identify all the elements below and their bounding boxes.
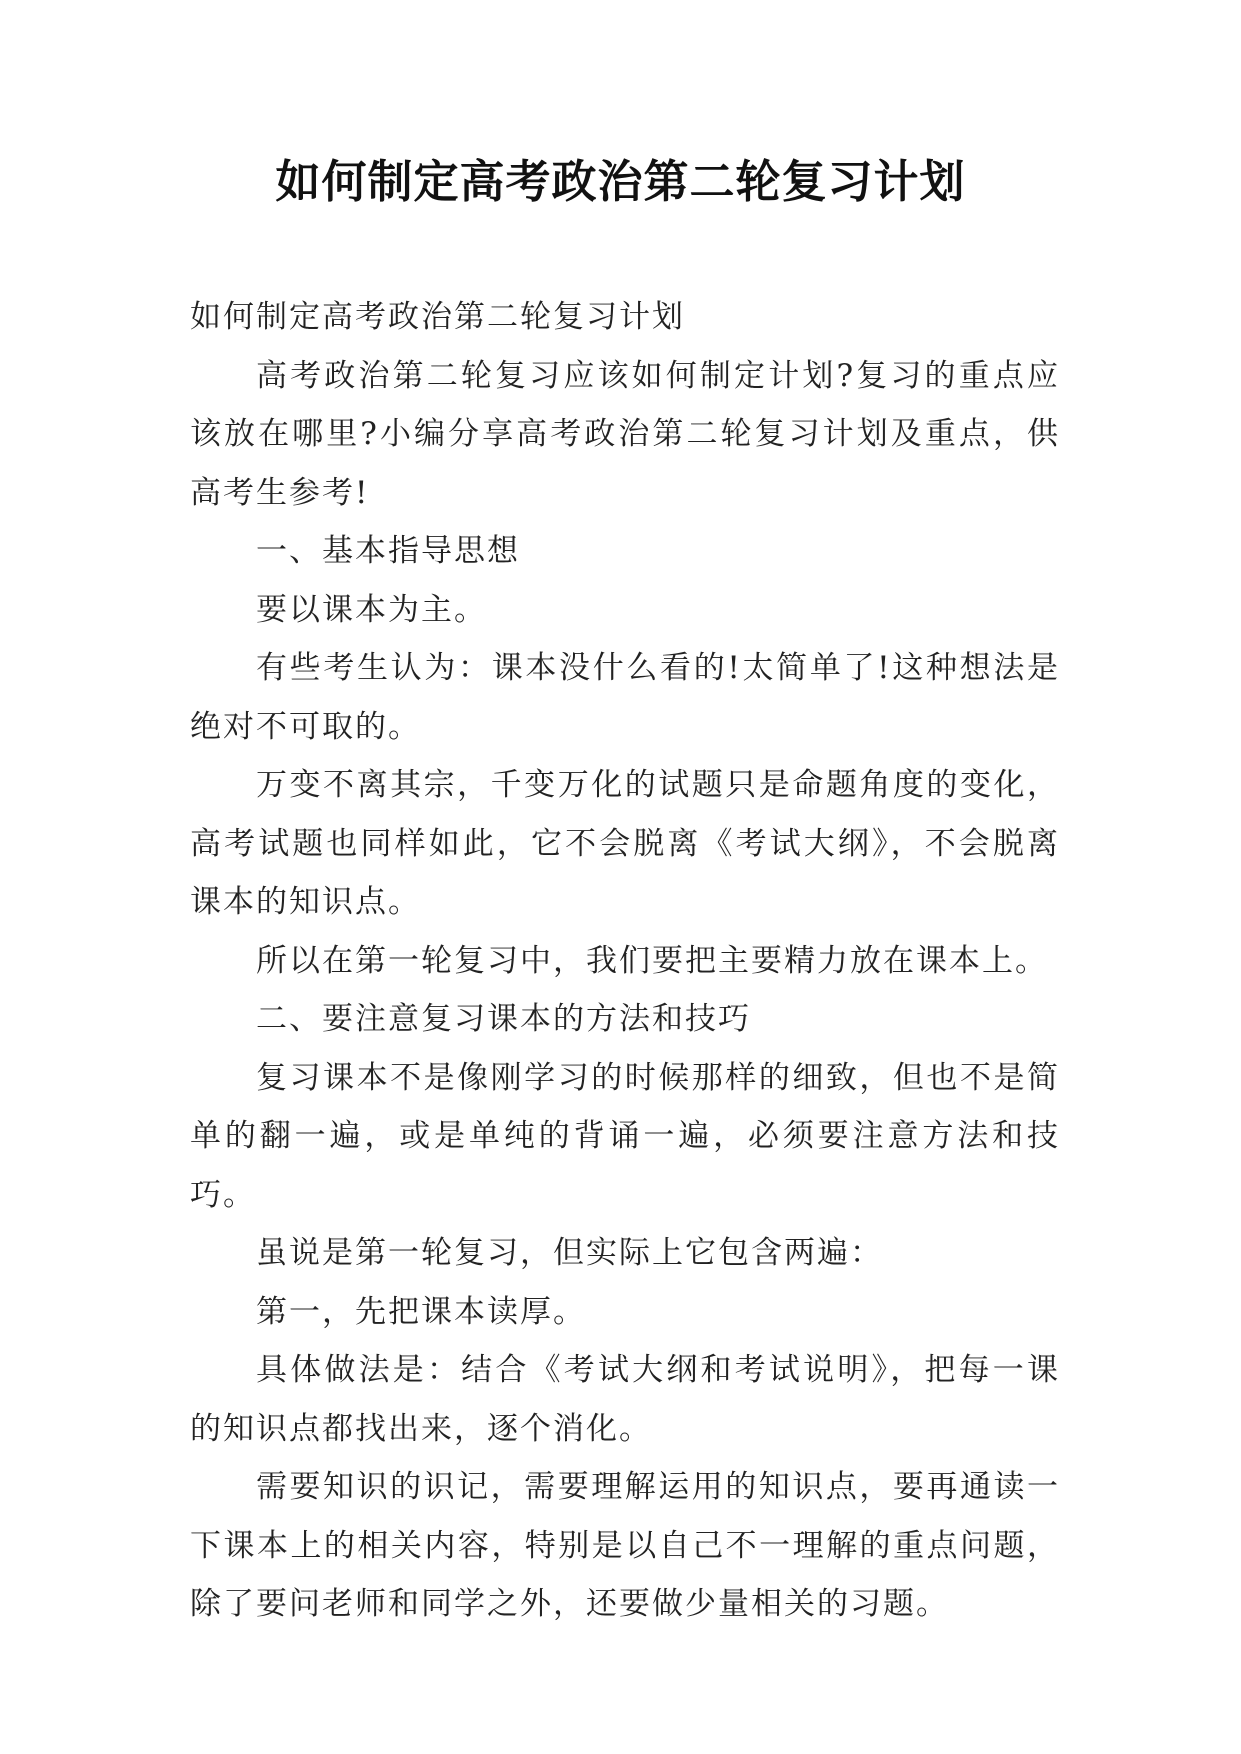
- document-title: 如何制定高考政治第二轮复习计划: [275, 155, 966, 208]
- paragraph: 需要知识的识记，需要理解运用的知识点，要再通读一下课本上的相关内容，特别是以自己不一理解的重点问题，除了要问老师和同学之外，还要做少量相关的习题。: [190, 1469, 1060, 1622]
- paragraph: 所以在第一轮复习中，我们要把主要精力放在课本上。: [256, 942, 1048, 979]
- paragraph: 第一，先把课本读厚。: [256, 1293, 586, 1330]
- paragraph: 要以课本为主。: [256, 591, 487, 628]
- paragraph: 复习课本不是像刚学习的时候那样的细致，但也不是简单的翻一遍，或是单纯的背诵一遍，必须要注意方法和技巧。: [190, 1059, 1060, 1213]
- paragraph-intro: 高考政治第二轮复习应该如何制定计划?复习的重点应该放在哪里?小编分享高考政治第二轮复习计划及重点，供高考生参考!: [190, 357, 1060, 511]
- section-heading-2: 二、要注意复习课本的方法和技巧: [256, 1001, 751, 1037]
- paragraph: 虽说是第一轮复习，但实际上它包含两遍：: [256, 1235, 883, 1271]
- section-heading-1: 一、基本指导思想: [256, 533, 520, 569]
- paragraph: 具体做法是：结合《考试大纲和考试说明》，把每一课的知识点都找出来，逐个消化。: [190, 1352, 1060, 1447]
- document-body: [190, 288, 1060, 1634]
- paragraph-subtitle: 如何制定高考政治第二轮复习计划: [190, 299, 685, 335]
- paragraph: 有些考生认为：课本没什么看的!太简单了!这种想法是绝对不可取的。: [190, 650, 1060, 745]
- paragraph: 万变不离其宗，千变万化的试题只是命题角度的变化，高考试题也同样如此，它不会脱离《考试大纲》，不会脱离课本的知识点。: [190, 767, 1060, 920]
